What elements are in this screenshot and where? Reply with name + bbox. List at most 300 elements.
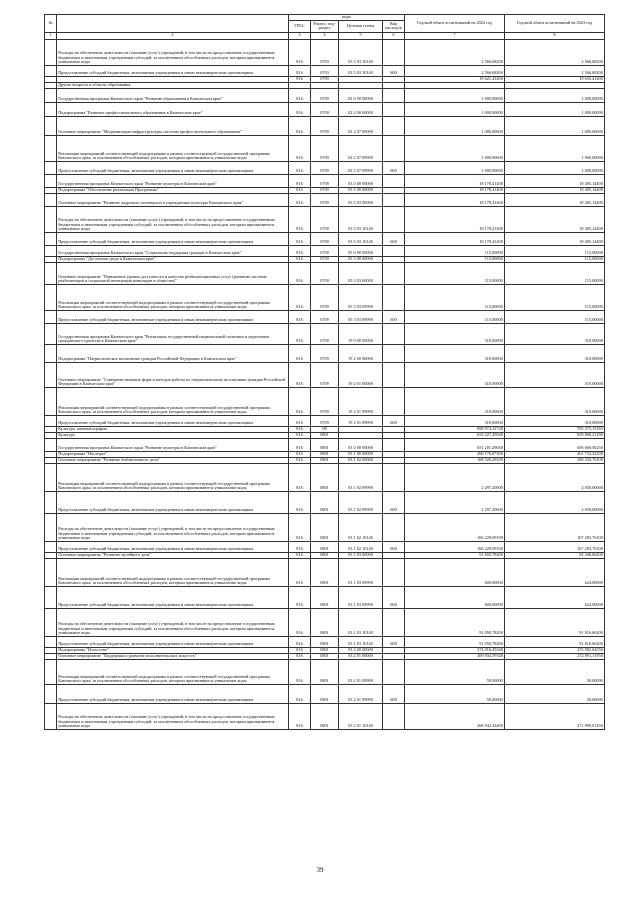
row-target-article-cell: 03 1 03 00000 bbox=[339, 552, 383, 558]
row-name-cell: Подпрограмма "Искусство" bbox=[57, 647, 289, 653]
row-volume-2023-cell: 167 283,76100 bbox=[505, 513, 605, 541]
row-section-cell: 0801 bbox=[311, 608, 339, 636]
row-target-article-cell: 03 1 02 09990 bbox=[339, 463, 383, 491]
row-volume-2022-cell: 698 074,32748 bbox=[405, 426, 505, 432]
table-row bbox=[45, 161, 605, 174]
row-grbs-cell: 816 bbox=[289, 65, 311, 76]
row-volume-2022-cell: 115,00000 bbox=[405, 310, 505, 323]
row-volume-2022-cell: 115,00000 bbox=[405, 284, 505, 310]
row-grbs-cell: 816 bbox=[289, 362, 311, 387]
row-grbs-cell: 816 bbox=[289, 438, 311, 451]
row-grbs-cell: 816 bbox=[289, 76, 311, 82]
table-row bbox=[45, 245, 605, 256]
row-volume-2023-cell: 310,00000 bbox=[505, 323, 605, 344]
row-section-cell: 0801 bbox=[311, 432, 339, 438]
row-volume-2022-cell: 50,00000 bbox=[405, 684, 505, 703]
row-section-cell: 0709 bbox=[311, 262, 339, 284]
row-expense-type-cell bbox=[383, 387, 405, 415]
row-number-cell bbox=[45, 463, 57, 491]
row-section-cell: 0709 bbox=[311, 362, 339, 387]
row-number-cell bbox=[45, 608, 57, 636]
row-volume-2022-cell: 2 297,20000 bbox=[405, 491, 505, 513]
row-target-article-cell: 19 2 01 09990 bbox=[339, 415, 383, 426]
row-name-cell: Подпрограмма "Доступная среда в Камчатском крае" bbox=[57, 256, 289, 262]
row-name-cell: Государственная программа Камчатского края "Реализация государственной национальной политики и укрепление гражданского единства в Камчатском крае" bbox=[57, 323, 289, 344]
row-expense-type-cell: 600 bbox=[383, 491, 405, 513]
row-expense-type-cell bbox=[383, 703, 405, 729]
row-name-cell: Реализация мероприятий соответствующей подпрограммы в рамках соответствующей государственной программы Камчатского края, за исключением обособленных расходов, которым присваиваются уникальные коды bbox=[57, 659, 289, 684]
row-expense-type-cell bbox=[383, 135, 405, 161]
row-grbs-cell: 816 bbox=[289, 426, 311, 432]
row-section-cell: 0801 bbox=[311, 552, 339, 558]
row-number-cell bbox=[45, 586, 57, 608]
row-volume-2022-cell: 18 178,41400 bbox=[405, 232, 505, 245]
row-expense-type-cell: 600 bbox=[383, 415, 405, 426]
row-grbs-cell: 816 bbox=[289, 659, 311, 684]
row-volume-2022-cell: 50,00000 bbox=[405, 659, 505, 684]
row-grbs-cell: 816 bbox=[289, 552, 311, 558]
row-section-cell: 0801 bbox=[311, 451, 339, 457]
row-number-cell bbox=[45, 102, 57, 116]
row-section-cell: 0709 bbox=[311, 323, 339, 344]
row-expense-type-cell bbox=[383, 116, 405, 135]
row-section-cell: 0709 bbox=[311, 174, 339, 187]
row-grbs-cell: 816 bbox=[289, 647, 311, 653]
table-row bbox=[45, 586, 605, 608]
row-expense-type-cell bbox=[383, 438, 405, 451]
row-section-cell: 0801 bbox=[311, 491, 339, 513]
row-volume-2023-cell: 271 999,01450 bbox=[505, 703, 605, 729]
row-volume-2022-cell: 310,00000 bbox=[405, 344, 505, 362]
row-volume-2022-cell: 1 000,00000 bbox=[405, 88, 505, 102]
row-target-article-cell: 03 5 03 10140 bbox=[339, 39, 383, 65]
row-expense-type-cell bbox=[383, 262, 405, 284]
row-volume-2023-cell: 272 891,11950 bbox=[505, 653, 605, 659]
table-row bbox=[45, 541, 605, 552]
index-cell: 6 bbox=[383, 32, 405, 39]
row-grbs-cell: 816 bbox=[289, 653, 311, 659]
table-row bbox=[45, 703, 605, 729]
row-expense-type-cell: 600 bbox=[383, 310, 405, 323]
row-target-article-cell: 05 3 03 09990 bbox=[339, 310, 383, 323]
row-volume-2022-cell: 18 178,41400 bbox=[405, 193, 505, 206]
row-section-cell: 0801 bbox=[311, 457, 339, 463]
row-grbs-cell: 816 bbox=[289, 387, 311, 415]
row-target-article-cell: 02 2 00 00000 bbox=[339, 102, 383, 116]
row-expense-type-cell bbox=[383, 463, 405, 491]
row-grbs-cell: 816 bbox=[289, 608, 311, 636]
row-number-cell bbox=[45, 232, 57, 245]
index-cell: 4 bbox=[311, 32, 339, 39]
table-row bbox=[45, 558, 605, 586]
table-row bbox=[45, 116, 605, 135]
row-grbs-cell: 816 bbox=[289, 703, 311, 729]
table-row bbox=[45, 262, 605, 284]
table-row bbox=[45, 65, 605, 76]
row-volume-2023-cell: 91 816,66200 bbox=[505, 636, 605, 647]
row-expense-type-cell bbox=[383, 608, 405, 636]
row-volume-2023-cell: 1 000,00000 bbox=[505, 161, 605, 174]
row-volume-2023-cell: 167 283,76100 bbox=[505, 541, 605, 552]
row-target-article-cell: 03 1 02 10140 bbox=[339, 513, 383, 541]
row-name-cell: Предоставление субсидий бюджетным, автономным учреждениям и иным некоммерческим организациям bbox=[57, 232, 289, 245]
row-volume-2023-cell: 50,00000 bbox=[505, 684, 605, 703]
row-name-cell: Предоставление субсидий бюджетным, автономным учреждениям и иным некоммерческим организациям bbox=[57, 636, 289, 647]
index-cell: 1 bbox=[45, 32, 57, 39]
row-volume-2023-cell: 310,00000 bbox=[505, 387, 605, 415]
row-name-cell: Реализация мероприятий соответствующей подпрограммы в рамках соответствующей государственной программы Камчатского края, за исключением обособленных расходов, которым присваиваются уникальные коды bbox=[57, 463, 289, 491]
row-name-cell: Предоставление субсидий бюджетным, автономным учреждениям и иным некоммерческим организациям bbox=[57, 310, 289, 323]
row-expense-type-cell bbox=[383, 245, 405, 256]
row-expense-type-cell: 600 bbox=[383, 541, 405, 552]
row-number-cell bbox=[45, 684, 57, 703]
row-section-cell: 0709 bbox=[311, 256, 339, 262]
row-name-cell: Предоставление субсидий бюджетным, автономным учреждениям и иным некоммерческим организациям bbox=[57, 586, 289, 608]
row-volume-2022-cell: 310,00000 bbox=[405, 323, 505, 344]
row-section-cell: 0709 bbox=[311, 187, 339, 193]
row-name-cell: Расходы на обеспечение деятельности (оказание услуг) учреждений, в том числе на предоставление государственным бюджетным и автономным учреждениям субсидий, за исключением обособленных расходов, которым присваиваются уникальные коды bbox=[57, 39, 289, 65]
row-number-cell bbox=[45, 262, 57, 284]
row-volume-2023-cell: 261 733,42500 bbox=[505, 451, 605, 457]
row-section-cell: 0801 bbox=[311, 653, 339, 659]
row-volume-2023-cell: 18 405,14400 bbox=[505, 193, 605, 206]
row-name-cell: Предоставление субсидий бюджетным, автономным учреждениям и иным некоммерческим организациям bbox=[57, 415, 289, 426]
row-name-cell: Основное мероприятие "Развитие кадрового потенциала в учреждениях культуры Камчатского края" bbox=[57, 193, 289, 206]
row-volume-2022-cell: 310,00000 bbox=[405, 362, 505, 387]
row-name-cell: Подпрограмма "Наследие" bbox=[57, 451, 289, 457]
row-number-cell bbox=[45, 362, 57, 387]
row-volume-2023-cell: 115,00000 bbox=[505, 262, 605, 284]
row-volume-2022-cell: 19 621,41400 bbox=[405, 76, 505, 82]
budget-table bbox=[44, 14, 605, 730]
row-name-cell: Предоставление субсидий бюджетным, автономным учреждениям и иным некоммерческим организациям bbox=[57, 65, 289, 76]
row-volume-2022-cell: 168 526,29100 bbox=[405, 457, 505, 463]
row-expense-type-cell: 600 bbox=[383, 636, 405, 647]
row-volume-2023-cell: 659 868,21290 bbox=[505, 432, 605, 438]
row-volume-2022-cell: 166 229,09100 bbox=[405, 513, 505, 541]
row-number-cell bbox=[45, 513, 57, 541]
row-expense-type-cell bbox=[383, 193, 405, 206]
row-grbs-cell: 816 bbox=[289, 116, 311, 135]
row-section-cell: 0801 bbox=[311, 647, 339, 653]
row-volume-2023-cell: 1 000,00000 bbox=[505, 116, 605, 135]
row-volume-2022-cell: 115,00000 bbox=[405, 262, 505, 284]
row-section-cell: 0709 bbox=[311, 161, 339, 174]
row-grbs-cell: 816 bbox=[289, 232, 311, 245]
row-section-cell: 0709 bbox=[311, 102, 339, 116]
row-section-cell: 0703 bbox=[311, 39, 339, 65]
row-grbs-cell: 816 bbox=[289, 206, 311, 232]
row-target-article-cell: 03 2 00 00000 bbox=[339, 647, 383, 653]
row-section-cell: 0709 bbox=[311, 310, 339, 323]
row-volume-2022-cell: 654 227,45048 bbox=[405, 432, 505, 438]
header-grbs: ГРБС bbox=[289, 20, 311, 32]
row-volume-2023-cell: 18 405,14400 bbox=[505, 174, 605, 187]
row-section-cell: 0801 bbox=[311, 703, 339, 729]
row-target-article-cell: 03 5 03 10140 bbox=[339, 232, 383, 245]
table-row bbox=[45, 232, 605, 245]
row-name-cell: Государственная программа Камчатского края "Развитие культуры в Камчатском крае" bbox=[57, 438, 289, 451]
row-target-article-cell: 05 3 03 09990 bbox=[339, 284, 383, 310]
row-name-cell: Реализация мероприятий соответствующей подпрограммы в рамках соответствующей государственной программы Камчатского края, за исключением обособленных расходов, которым присваиваются уникальные коды bbox=[57, 135, 289, 161]
table-row bbox=[45, 323, 605, 344]
row-grbs-cell: 816 bbox=[289, 245, 311, 256]
row-volume-2023-cell: 656 660,56250 bbox=[505, 438, 605, 451]
row-grbs-cell: 816 bbox=[289, 284, 311, 310]
row-number-cell bbox=[45, 387, 57, 415]
table-row bbox=[45, 513, 605, 541]
row-target-article-cell: 03 2 01 00000 bbox=[339, 653, 383, 659]
row-number-cell bbox=[45, 438, 57, 451]
row-volume-2022-cell: 115,00000 bbox=[405, 245, 505, 256]
row-name-cell: Другие вопросы в области образования bbox=[57, 82, 289, 88]
row-grbs-cell: 816 bbox=[289, 541, 311, 552]
row-grbs-cell: 816 bbox=[289, 88, 311, 102]
row-volume-2023-cell: 115,00000 bbox=[505, 256, 605, 262]
row-expense-type-cell bbox=[383, 659, 405, 684]
row-section-cell: 0709 bbox=[311, 206, 339, 232]
table-row bbox=[45, 88, 605, 102]
row-number-cell bbox=[45, 284, 57, 310]
row-number-cell bbox=[45, 323, 57, 344]
row-number-cell bbox=[45, 310, 57, 323]
row-section-cell: 0801 bbox=[311, 541, 339, 552]
row-volume-2023-cell: 115,00000 bbox=[505, 284, 605, 310]
table-row bbox=[45, 344, 605, 362]
table-row bbox=[45, 102, 605, 116]
row-target-article-cell: 03 1 03 09990 bbox=[339, 558, 383, 586]
row-grbs-cell: 816 bbox=[289, 256, 311, 262]
row-section-cell: 0801 bbox=[311, 438, 339, 451]
row-section-cell: 0801 bbox=[311, 659, 339, 684]
row-grbs-cell: 816 bbox=[289, 415, 311, 426]
row-number-cell bbox=[45, 636, 57, 647]
row-volume-2023-cell: 2 566,68200 bbox=[505, 39, 605, 65]
row-name-cell: Государственная программа Камчатского края "Социальная поддержка граждан в Камчатском крае" bbox=[57, 245, 289, 256]
row-volume-2023-cell: 50,00000 bbox=[505, 659, 605, 684]
row-expense-type-cell bbox=[383, 206, 405, 232]
header-codes: коды bbox=[289, 15, 405, 21]
table-row bbox=[45, 387, 605, 415]
row-volume-2022-cell: 91 050,78200 bbox=[405, 636, 505, 647]
row-expense-type-cell: 600 bbox=[383, 65, 405, 76]
row-name-cell: Предоставление субсидий бюджетным, автономным учреждениям и иным некоммерческим организациям bbox=[57, 491, 289, 513]
row-number-cell bbox=[45, 415, 57, 426]
table-row bbox=[45, 174, 605, 187]
row-volume-2023-cell: 2 050,00000 bbox=[505, 491, 605, 513]
row-grbs-cell: 816 bbox=[289, 451, 311, 457]
row-grbs-cell: 816 bbox=[289, 310, 311, 323]
row-number-cell bbox=[45, 206, 57, 232]
row-section-cell: 0703 bbox=[311, 65, 339, 76]
row-volume-2022-cell: 651 201,29048 bbox=[405, 438, 505, 451]
row-target-article-cell: 03 0 00 00000 bbox=[339, 174, 383, 187]
row-grbs-cell: 816 bbox=[289, 262, 311, 284]
header-name bbox=[57, 15, 289, 33]
row-target-article-cell: 19 2 00 00000 bbox=[339, 344, 383, 362]
row-grbs-cell: 816 bbox=[289, 187, 311, 193]
row-target-article-cell: 05 3 00 00000 bbox=[339, 256, 383, 262]
row-section-cell: 0709 bbox=[311, 284, 339, 310]
row-volume-2023-cell: 705 375,15183 bbox=[505, 426, 605, 432]
row-volume-2023-cell: 18 405,14400 bbox=[505, 187, 605, 193]
table-row bbox=[45, 491, 605, 513]
row-grbs-cell: 816 bbox=[289, 457, 311, 463]
table-row bbox=[45, 193, 605, 206]
row-number-cell bbox=[45, 245, 57, 256]
header-section: Раздел, под-раздел bbox=[311, 20, 339, 32]
row-target-article-cell: 03 1 03 10140 bbox=[339, 608, 383, 636]
row-target-article-cell: 03 0 00 00000 bbox=[339, 438, 383, 451]
row-expense-type-cell: 600 bbox=[383, 161, 405, 174]
row-volume-2023-cell: 310,00000 bbox=[505, 415, 605, 426]
row-name-cell: Культура bbox=[57, 432, 289, 438]
row-name-cell: Реализация мероприятий соответствующей подпрограммы в рамках соответствующей государственной программы Камчатского края, за исключением обособленных расходов, которым присваиваются уникальные коды bbox=[57, 387, 289, 415]
page-number: 39 bbox=[316, 866, 324, 874]
row-target-article-cell: 03 2 01 09990 bbox=[339, 684, 383, 703]
row-volume-2023-cell: 92 440,66200 bbox=[505, 552, 605, 558]
row-expense-type-cell bbox=[383, 284, 405, 310]
row-name-cell: Расходы на обеспечение деятельности (оказание услуг) учреждений, в том числе на предоставление государственным бюджетным и автономным учреждениям субсидий, за исключением обособленных расходов, которым присваиваются уникальные коды bbox=[57, 608, 289, 636]
row-name-cell: Предоставление субсидий бюджетным, автономным учреждениям и иным некоммерческим организациям bbox=[57, 161, 289, 174]
row-expense-type-cell bbox=[383, 362, 405, 387]
table-row bbox=[45, 39, 605, 65]
row-number-cell bbox=[45, 88, 57, 102]
row-section-cell: 0801 bbox=[311, 586, 339, 608]
row-number-cell bbox=[45, 659, 57, 684]
row-target-article-cell: 03 5 03 10140 bbox=[339, 206, 383, 232]
row-grbs-cell: 816 bbox=[289, 491, 311, 513]
row-target-article-cell: 02 2 07 00000 bbox=[339, 116, 383, 135]
row-grbs-cell: 816 bbox=[289, 684, 311, 703]
row-volume-2022-cell: 2 566,68200 bbox=[405, 65, 505, 76]
row-target-article-cell: 02 2 07 09990 bbox=[339, 135, 383, 161]
row-target-article-cell: 02 2 07 09990 bbox=[339, 161, 383, 174]
table-row bbox=[45, 684, 605, 703]
row-target-article-cell: 03 5 03 10140 bbox=[339, 65, 383, 76]
row-section-cell: 0801 bbox=[311, 463, 339, 491]
table-row bbox=[45, 438, 605, 451]
row-section-cell: 08 bbox=[311, 426, 339, 432]
row-volume-2022-cell: 269 834,59348 bbox=[405, 653, 505, 659]
row-expense-type-cell bbox=[383, 513, 405, 541]
index-cell: 8 bbox=[505, 32, 605, 39]
row-grbs-cell: 816 bbox=[289, 432, 311, 438]
row-expense-type-cell bbox=[383, 88, 405, 102]
row-expense-type-cell: 600 bbox=[383, 586, 405, 608]
header-volume-2022: Годовой объем ассигнований на 2022 год bbox=[405, 15, 505, 33]
row-volume-2023-cell: 310,00000 bbox=[505, 344, 605, 362]
row-volume-2022-cell: 18 178,41400 bbox=[405, 206, 505, 232]
table-row bbox=[45, 463, 605, 491]
row-name-cell: Предоставление субсидий бюджетным, автономным учреждениям и иным некоммерческим организациям bbox=[57, 541, 289, 552]
row-section-cell: 0709 bbox=[311, 245, 339, 256]
row-target-article-cell: 03 1 00 00000 bbox=[339, 451, 383, 457]
table-row bbox=[45, 659, 605, 684]
row-expense-type-cell bbox=[383, 323, 405, 344]
row-number-cell bbox=[45, 116, 57, 135]
row-name-cell: Расходы на обеспечение деятельности (оказание услуг) учреждений, в том числе на предоставление государственным бюджетным и автономным учреждениям субсидий, за исключением обособленных расходов, которым присваиваются уникальные коды bbox=[57, 703, 289, 729]
row-grbs-cell: 816 bbox=[289, 344, 311, 362]
row-number-cell bbox=[45, 39, 57, 65]
row-volume-2023-cell: 1 000,00000 bbox=[505, 88, 605, 102]
row-grbs-cell: 816 bbox=[289, 161, 311, 174]
row-target-article-cell: 03 1 02 10140 bbox=[339, 541, 383, 552]
table-row bbox=[45, 608, 605, 636]
row-section-cell: 0709 bbox=[311, 135, 339, 161]
row-target-article-cell: 03 2 01 09990 bbox=[339, 659, 383, 684]
row-volume-2022-cell: 18 178,41400 bbox=[405, 187, 505, 193]
row-expense-type-cell bbox=[383, 344, 405, 362]
row-volume-2023-cell: 115,00000 bbox=[505, 310, 605, 323]
row-number-cell bbox=[45, 65, 57, 76]
row-volume-2023-cell: 169 333,76100 bbox=[505, 457, 605, 463]
row-volume-2023-cell: 2 566,68200 bbox=[505, 65, 605, 76]
row-name-cell: Культура, кинематография bbox=[57, 426, 289, 432]
row-expense-type-cell: 600 bbox=[383, 684, 405, 703]
row-section-cell: 0801 bbox=[311, 558, 339, 586]
row-target-article-cell: 03 1 03 09990 bbox=[339, 586, 383, 608]
row-volume-2023-cell: 1 000,00000 bbox=[505, 102, 605, 116]
row-volume-2023-cell: 2 050,00000 bbox=[505, 463, 605, 491]
row-grbs-cell: 816 bbox=[289, 323, 311, 344]
row-name-cell: Основное мероприятие "Поддержка и развитие исполнительских искусств" bbox=[57, 653, 289, 659]
row-section-cell: 0709 bbox=[311, 387, 339, 415]
row-volume-2022-cell: 600,00000 bbox=[405, 558, 505, 586]
table-body bbox=[45, 39, 605, 729]
row-volume-2023-cell: 115,00000 bbox=[505, 245, 605, 256]
row-name-cell: Расходы на обеспечение деятельности (оказание услуг) учреждений, в том числе на предоставление государственным бюджетным и автономным учреждениям субсидий, за исключением обособленных расходов, которым присваиваются уникальные коды bbox=[57, 513, 289, 541]
budget-sheet bbox=[44, 14, 604, 730]
row-volume-2023-cell: 276 982,64550 bbox=[505, 647, 605, 653]
row-target-article-cell: 03 5 00 00000 bbox=[339, 187, 383, 193]
row-section-cell: 0801 bbox=[311, 513, 339, 541]
row-volume-2022-cell: 91 050,78200 bbox=[405, 608, 505, 636]
row-number-cell bbox=[45, 344, 57, 362]
row-target-article-cell: 03 5 03 00000 bbox=[339, 193, 383, 206]
row-section-cell: 0709 bbox=[311, 232, 339, 245]
row-section-cell: 0709 bbox=[311, 344, 339, 362]
row-volume-2022-cell: 310,00000 bbox=[405, 415, 505, 426]
row-volume-2022-cell: 2 566,68200 bbox=[405, 39, 505, 65]
row-grbs-cell: 816 bbox=[289, 558, 311, 586]
row-name-cell: Реализация мероприятий соответствующей подпрограммы в рамках соответствующей государственной программы Камчатского края, за исключением обособленных расходов, которым присваиваются уникальные коды bbox=[57, 284, 289, 310]
row-name-cell: Подпрограмма "Обеспечение реализации Программы" bbox=[57, 187, 289, 193]
row-section-cell: 0801 bbox=[311, 636, 339, 647]
index-cell: 7 bbox=[405, 32, 505, 39]
row-name-cell: Расходы на обеспечение деятельности (оказание услуг) учреждений, в том числе на предоставление государственным бюджетным и автономным учреждениям субсидий, за исключением обособленных расходов, которым присваиваются уникальные коды bbox=[57, 206, 289, 232]
row-number-cell bbox=[45, 703, 57, 729]
row-target-article-cell: 19 2 01 00000 bbox=[339, 362, 383, 387]
row-number-cell bbox=[45, 491, 57, 513]
row-volume-2022-cell: 2 297,20000 bbox=[405, 463, 505, 491]
row-grbs-cell: 816 bbox=[289, 636, 311, 647]
row-name-cell: Основное мероприятие "Модернизация инфраструктуры системы профессионального образования" bbox=[57, 116, 289, 135]
row-expense-type-cell bbox=[383, 558, 405, 586]
row-volume-2022-cell: 1 000,00000 bbox=[405, 161, 505, 174]
row-volume-2023-cell: 19 635,41400 bbox=[505, 76, 605, 82]
row-volume-2022-cell: 260 176,07300 bbox=[405, 451, 505, 457]
row-expense-type-cell bbox=[383, 174, 405, 187]
row-section-cell: 0801 bbox=[311, 684, 339, 703]
row-target-article-cell: 05 3 03 00000 bbox=[339, 262, 383, 284]
table-row bbox=[45, 135, 605, 161]
row-name-cell: Основное мероприятие "Совершенствование форм и методов работы по патриотическому воспитанию граждан Российской Федерации в Камчатском крае" bbox=[57, 362, 289, 387]
row-volume-2022-cell: 1 000,00000 bbox=[405, 102, 505, 116]
row-expense-type-cell bbox=[383, 39, 405, 65]
row-target-article-cell: 02 0 00 00000 bbox=[339, 88, 383, 102]
row-target-article-cell: 05 0 00 00000 bbox=[339, 245, 383, 256]
